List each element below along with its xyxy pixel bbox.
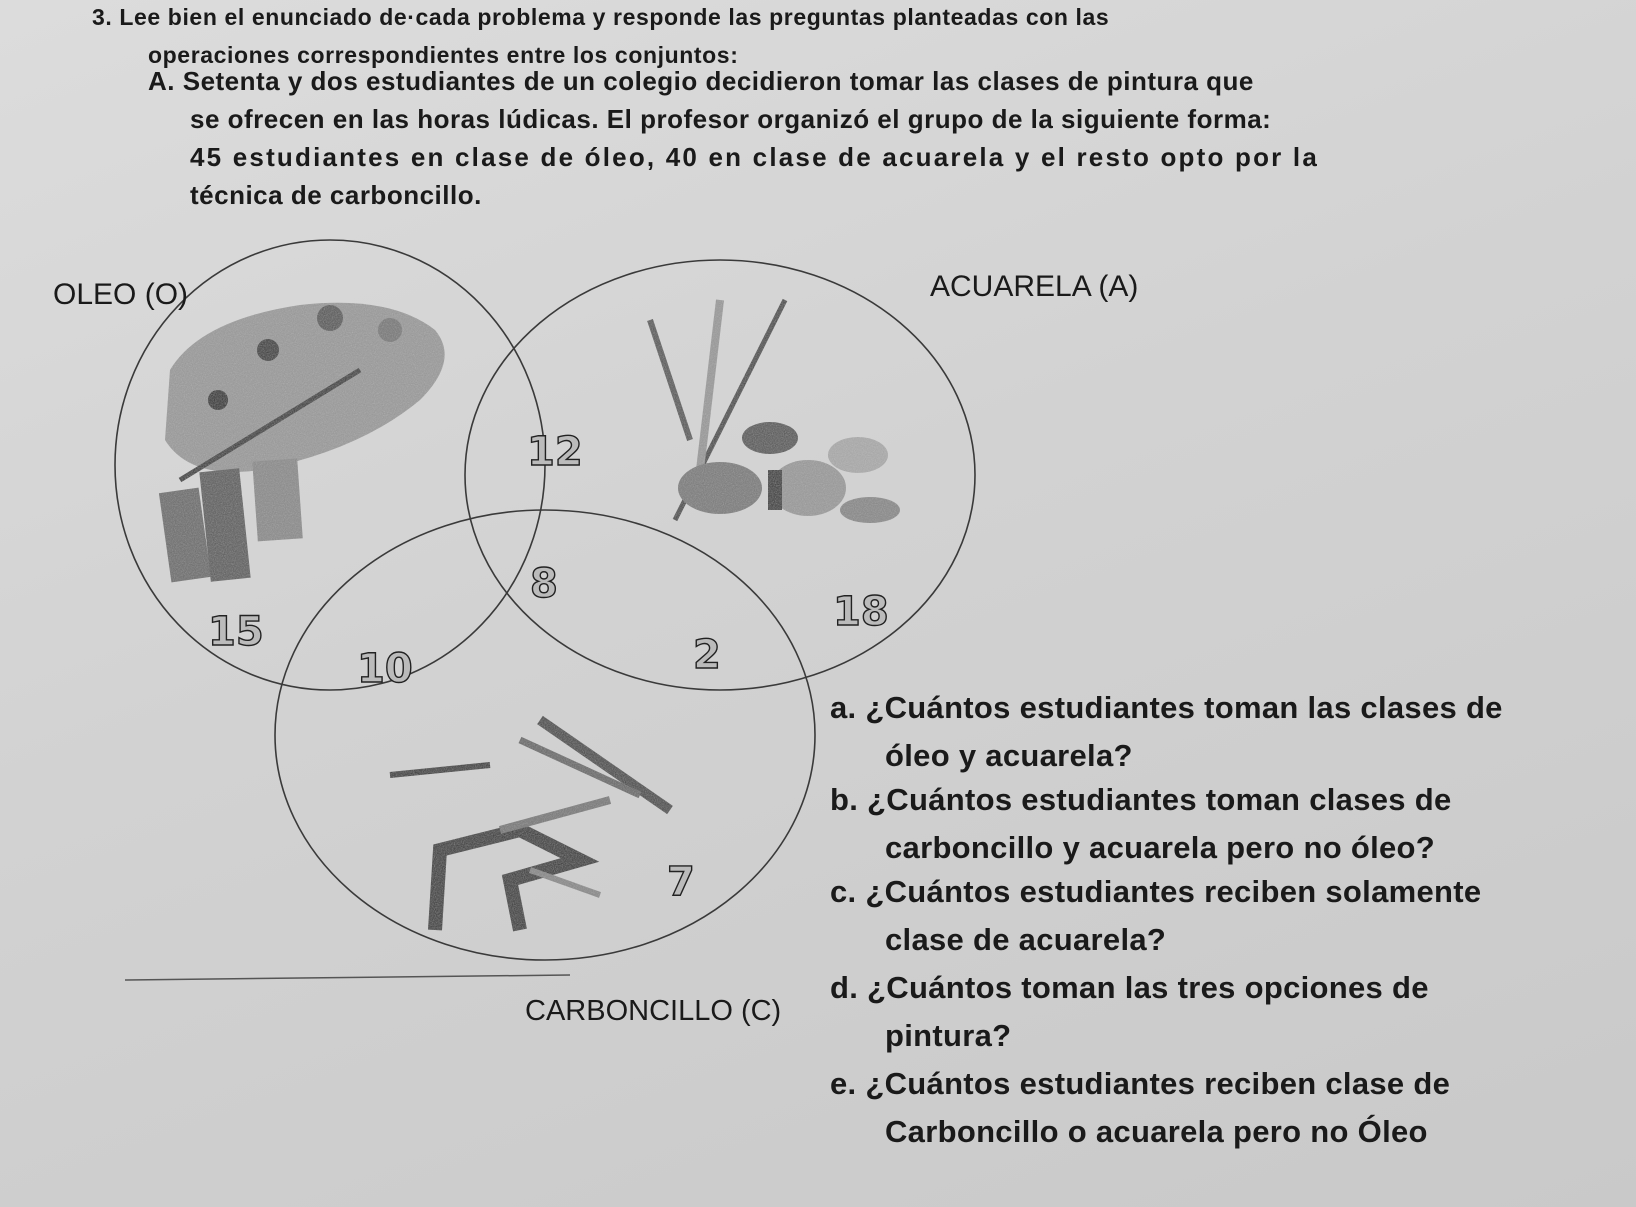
bottom-rule <box>125 975 570 980</box>
region-all-three-number: 8 <box>530 561 558 607</box>
paint-palette-illustration <box>159 303 445 583</box>
question-a-line-1: a. ¿Cuántos estudiantes toman las clases de <box>830 690 1503 725</box>
problem-statement-line-1: A. Setenta y dos estudiantes de un colegio decidieron tomar las clases de pintura que <box>148 66 1254 96</box>
region-acuarela-carboncillo-number: 2 <box>693 632 721 678</box>
question-e-line-2: Carboncillo o acuarela pero no Óleo <box>885 1114 1428 1149</box>
carboncillo-set-label: CARBONCILLO (C) <box>525 995 782 1027</box>
question-d-line-1: d. ¿Cuántos toman las tres opciones de <box>830 970 1429 1005</box>
question-c-line-2: clase de acuarela? <box>885 922 1167 957</box>
charcoal-sticks-illustration <box>390 720 670 930</box>
problem-statement-line-4: técnica de carboncillo. <box>190 180 482 210</box>
region-oleo-carboncillo-number: 10 <box>357 646 413 692</box>
region-acuarela-only-number: 18 <box>833 589 889 635</box>
question-c-line-1: c. ¿Cuántos estudiantes reciben solamente <box>830 874 1482 909</box>
oleo-set-label: OLEO (O) <box>53 278 189 311</box>
watercolor-brushes-illustration <box>650 300 900 523</box>
question-e-line-1: e. ¿Cuántos estudiantes reciben clase de <box>830 1066 1451 1101</box>
region-oleo-only-number: 15 <box>208 609 264 655</box>
question-b-line-2: carboncillo y acuarela pero no óleo? <box>885 830 1435 865</box>
region-carboncillo-only-number: 7 <box>667 859 695 905</box>
question-d-line-2: pintura? <box>885 1018 1012 1053</box>
exercise-instruction-line-2: operaciones correspondientes entre los conjuntos: <box>148 42 739 68</box>
question-a-line-2: óleo y acuarela? <box>885 738 1133 773</box>
problem-statement-line-3: 45 estudiantes en clase de óleo, 40 en clase de acuarela y el resto opto por la <box>190 142 1319 172</box>
exercise-instruction-line-1: 3. Lee bien el enunciado de·cada problema y responde las preguntas planteadas con las <box>92 4 1110 30</box>
acuarela-set-label: ACUARELA (A) <box>930 270 1139 303</box>
question-b-line-1: b. ¿Cuántos estudiantes toman clases de <box>830 782 1452 817</box>
paint-dot-icon <box>317 305 343 331</box>
problem-statement-line-2: se ofrecen en las horas lúdicas. El profesor organizó el grupo de la siguiente forma: <box>190 104 1272 134</box>
region-oleo-acuarela-number: 12 <box>527 429 583 475</box>
